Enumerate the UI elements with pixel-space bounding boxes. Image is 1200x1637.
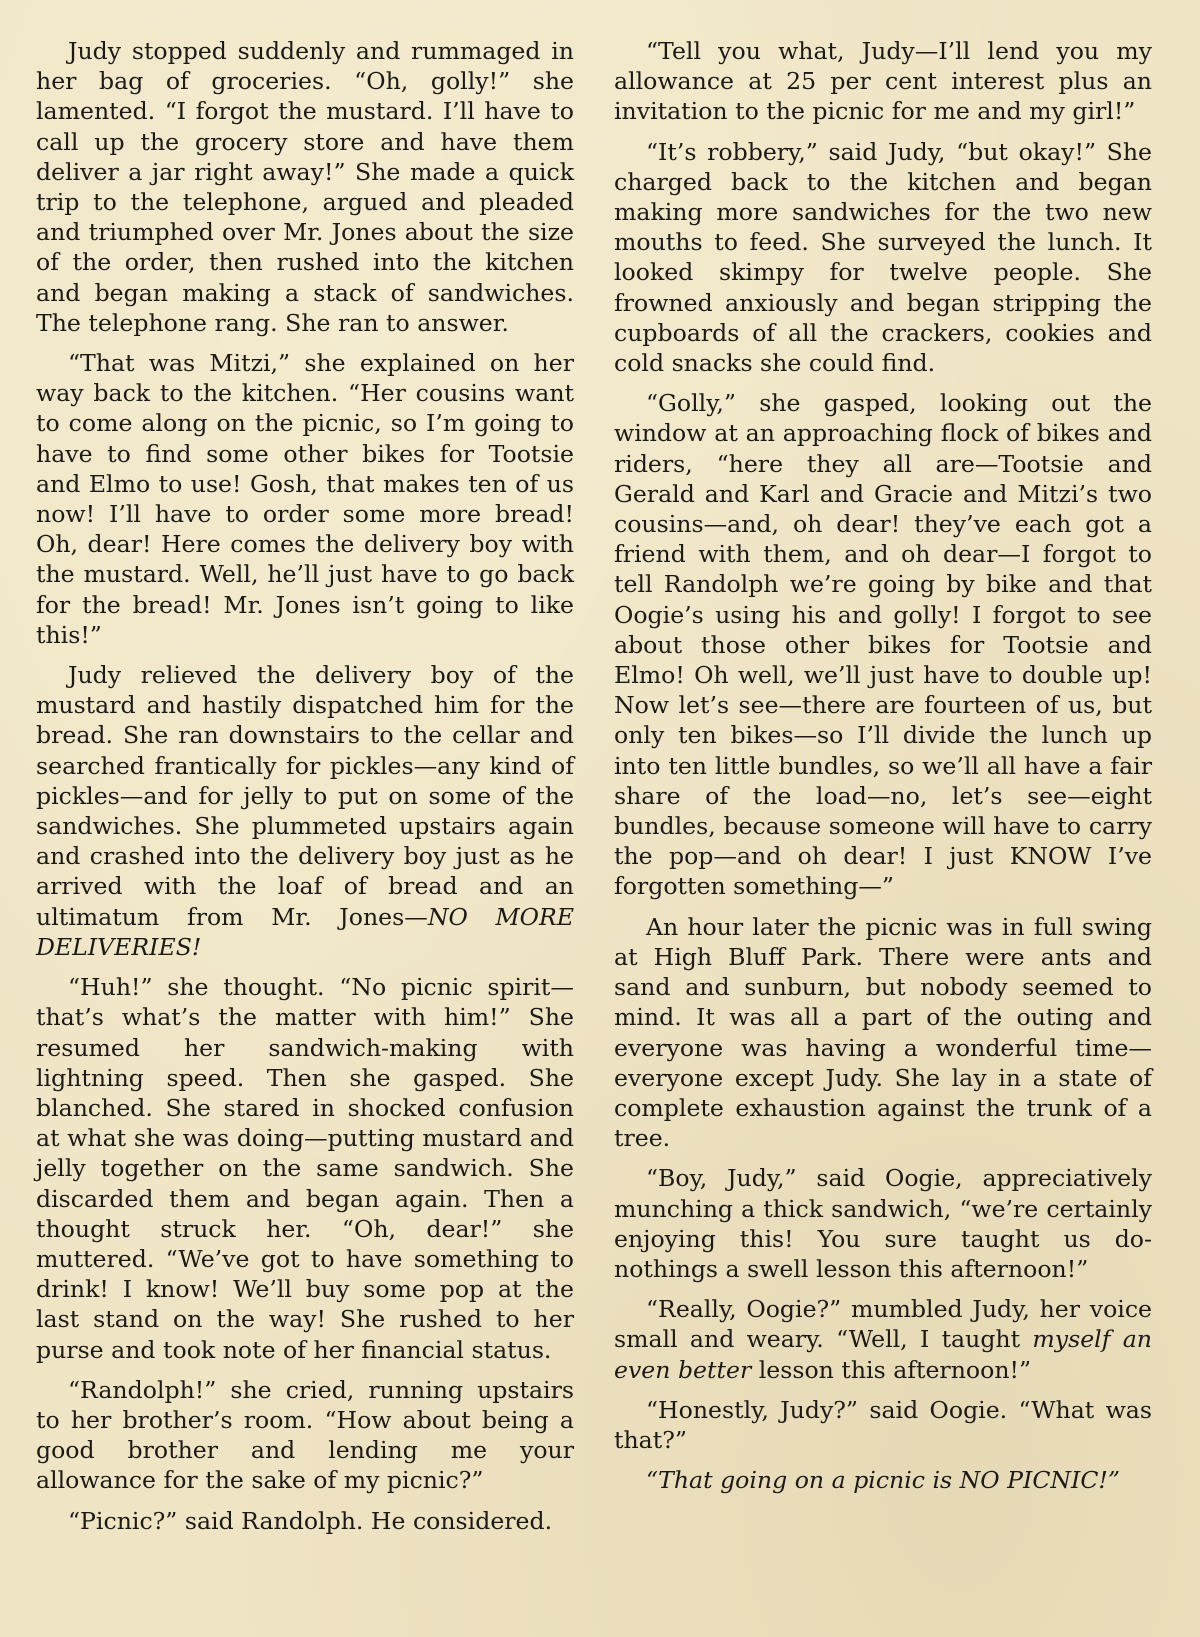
paragraph: “It’s robbery,” said Judy, “but okay!” She charged back to the kitchen and began making more sandwiches for the two new mouths to feed. She surveyed the lunch. It looked skimpy for twelve people. She frowned anxiously and began stripping the cupboards of all the crackers, cookies and cold snacks she could find. [614, 137, 1152, 378]
paragraph: “Randolph!” she cried, running upstairs to her brother’s room. “How about being a good brother and lending me your allowance for the sake of my picnic?” [36, 1375, 574, 1495]
paragraph-text: lesson this afternoon!” [751, 1355, 1032, 1384]
paragraph: “Tell you what, Judy—I’ll lend you my allowance at 25 per cent interest plus an invitation to the picnic for me and my girl!” [614, 37, 1152, 126]
paragraph: “Golly,” she gasped, looking out the window at an approaching flock of bikes and riders, “here they all are—Tootsie and Gerald and Karl and Gracie and Mitzi’s two cousins—and, oh dear! they’ve each got a friend with them, and oh dear—I forgot to tell Randolph we’re going by bike and that Oogie’s using his and golly! I forgot to see about those other bikes for Tootsie and Elmo! Oh well, we’ll just have to double up! Now let’s see—there are fourteen of us, but only ten bikes—so I’ll divide the lunch up into ten little bundles, so we’ll all have a fair share of the load—no, let’s see—eight bundles, because someone will have to carry the pop—and oh dear! I just KNOW I’ve forgotten something—” [614, 389, 1152, 901]
paragraph: “That was Mitzi,” she explained on her way back to the kitchen. “Her cousins want to come along on the picnic, so I’m going to have to find some other bikes for Tootsie and Elmo to use! Gosh, that makes ten of us now! I’ll have to order some more bread! Oh, dear! Here comes the delivery boy with the mustard. Well, he’ll just have to go back for the bread! Mr. Jones isn’t going to like this!” [36, 349, 574, 649]
paragraph: “Honestly, Judy?” said Oogie. “What was that?” [614, 1395, 1152, 1454]
left-column [36, 36, 574, 1546]
paragraph: “Huh!” she thought. “No picnic spirit—that’s what’s the matter with him!” She resumed her sandwich-making with lightning speed. Then she gasped. She blanched. She stared in shocked confusion at what she was doing—putting mustard and jelly together on the same sandwich. She discarded them and began again. Then a thought struck her. “Oh, dear!” she muttered. “We’ve got to have something to drink! I know! We’ll buy some pop at the last stand on the way! She rushed to her purse and took note of her financial status. [36, 973, 574, 1364]
paragraph: An hour later the picnic was in full swing at High Bluff Park. There were ants and sand and sunburn, but nobody seemed to mind. It was all a part of the outing and everyone was having a wonderful time—everyone except Judy. She lay in a state of complete exhaustion against the trunk of a tree. [614, 912, 1152, 1153]
closing-line: “That going on a picnic is NO PICNIC!” [646, 1466, 1120, 1495]
paragraph-text: Judy relieved the delivery boy of the mustard and hastily dispatched him for the bread. She ran downstairs to the cellar and searched frantically for pickles—any kind of pickles—and for jelly to put on some of the sandwiches. She plummeted upstairs again and crashed into the delivery boy just as he arrived with the loaf of bread and an ultimatum from Mr. Jones— [36, 661, 574, 931]
paragraph-italic: myself an even better [614, 1325, 1152, 1384]
paragraph-text: “Really, Oogie?” mumbled Judy, her voice small and weary. “Well, I taught [614, 1295, 1152, 1354]
paragraph [614, 1294, 1152, 1385]
paragraph: “Boy, Judy,” said Oogie, appreciatively munching a thick sandwich, “we’re certainly enjoying this! You sure taught us do-nothings a swell lesson this afternoon!” [614, 1164, 1152, 1283]
paragraph: “Picnic?” said Randolph. He considered. [68, 1506, 553, 1535]
paragraph-italic: NO MORE DELIVERIES! [36, 902, 574, 961]
paragraph [36, 660, 574, 962]
paragraph: Judy stopped suddenly and rummaged in her bag of groceries. “Oh, golly!” she lamented. “I forgot the mustard. I’ll have to call up the grocery store and have them deliver a jar right away!” She made a quick trip to the telephone, argued and pleaded and triumphed over Mr. Jones about the size of the order, then rushed into the kitchen and began making a stack of sandwiches. The telephone rang. She ran to answer. [36, 37, 574, 337]
right-column [614, 36, 1152, 1505]
